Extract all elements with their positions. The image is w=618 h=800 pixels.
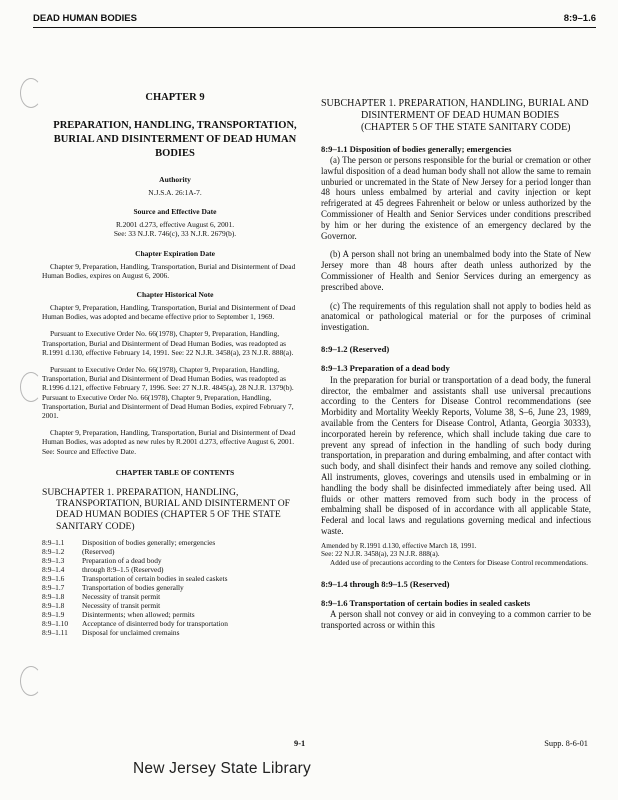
library-stamp: New Jersey State Library: [133, 760, 311, 777]
punch-hole-icon: [20, 372, 42, 402]
header-title: DEAD HUMAN BODIES: [33, 13, 137, 24]
authority-heading: Authority: [159, 175, 191, 184]
toc-entry: 8:9–1.11 Disposal for unclaimed cremains: [42, 628, 180, 638]
toc-entry: 8:9–1.3 Preparation of a dead body: [42, 556, 162, 566]
expiration-heading: Chapter Expiration Date: [135, 248, 215, 258]
toc-entry: 8:9–1.7 Transportation of bodies generally: [42, 583, 184, 593]
page-number: 9-1: [294, 739, 306, 748]
section-heading: 8:9–1.2 (Reserved): [321, 343, 390, 354]
authority-text: N.J.S.A. 26:1A-7.: [148, 188, 202, 197]
expiration-text: Chapter 9, Preparation, Handling, Transportation, Burial and Disinterment of Dead Human Bodies, expires on August 6, 2006.: [42, 261, 296, 280]
toc-entry: 8:9–1.8 Necessity of transit permit: [42, 601, 161, 611]
toc-entry: 8:9–1.4 through 8:9–1.5 (Reserved): [42, 565, 164, 575]
toc-entry: 8:9–1.2 (Reserved): [42, 547, 115, 557]
amendment-note: Amended by R.1991 d.130, effective March 18, 1991.: [321, 541, 477, 550]
history-paragraph: Pursuant to Executive Order No. 66(1978), Chapter 9, Preparation, Handling, Transportation, Burial and Disinterment of Dead Human Bodies, was readopted as R.1996 d.121, effective February 7, 1996. See: 27 N.J.R. 4845(a), 28 N.J.R. 1379(b). Pursuant to Executive Order No. 66(1978), Chapter 9, Preparation, Handling, Transportation, Burial and Disinterment of Dead Human Bodies, expired February 7, 2001.: [42, 365, 294, 421]
section-heading: 8:9–1.4 through 8:9–1.5 (Reserved): [321, 578, 450, 589]
source-line-2: See: 33 N.J.R. 746(c), 33 N.J.R. 2679(b).: [113, 229, 237, 239]
source-heading: Source and Effective Date: [133, 207, 217, 217]
section-heading: 8:9–1.3 Preparation of a dead body: [321, 363, 450, 374]
left-column: [42, 92, 308, 637]
table-of-contents: [42, 538, 308, 637]
right-column: [321, 98, 591, 631]
section-heading: 8:9–1.1 Disposition of bodies generally; emergencies: [321, 143, 512, 154]
history-paragraph: Chapter 9, Preparation, Handling, Transportation, Burial and Disinterment of Dead Human Bodies, was adopted and became effective prior to September 1, 1969.: [42, 303, 296, 322]
toc-heading: CHAPTER TABLE OF CONTENTS: [115, 467, 235, 477]
section-paragraph: (b) A person shall not bring an unembalmed body into the State of New Jersey more than 48 hours after death unless authorized by the Commissioner of Health and Senior Services during an emergency as prescribed above.: [321, 249, 591, 292]
section-paragraph: In the preparation for burial or transportation of a dead body, the funeral director, the embalmer and assistants shall use universal precautions according to the Centers for Disease Control recommendations (see Morbidity and Mortality Weekly Reports, Volume 38, S–6, June 23, 1989, available from the Centers for Disease Control, Atlanta, Georgia 30333), incorporated herein by reference, which shall include taking due care to prevent any spread of infection in the handling of such body during transportation, in preparation and during embalming, and after contact with such body, and shall disinfect their hands and remove any soiled clothing. All instruments, gloves, coverings and utensils used in embalming or in handling the body shall be disinfected immediately after being used. All fluids or other matters removed from such body in the process of embalming shall be disposed of in accordance with all applicable State, Federal and local laws and regulations governing medical and infectious waste.: [321, 374, 591, 536]
toc-subchapter-title: SUBCHAPTER 1. PREPARATION, HANDLING, TRANSPORTATION, BURIAL AND DISINTERMENT OF DEAD HUMAN BODIES (CHAPTER 5 OF THE STATE SANITARY CODE): [42, 486, 290, 532]
toc-entry: 8:9–1.9 Disinterments; when allowed; permits: [42, 610, 195, 620]
section-paragraph: (a) The person or persons responsible for the burial or cremation or other lawful disposition of a dead human body shall not allow the same to remain unburied or uncremated in the State of New Jersey for a period longer than 48 hours unless embalmed by arterial and cavity injection or kept refrigerated at 45 degrees Fahrenheit or below or unless authorized by the Commissioner of Health and Senior Services under conditions prescribed by him or her during the existence of an emergency declared by the Governor.: [321, 155, 591, 241]
section-heading: 8:9–1.6 Transportation of certain bodies in sealed caskets: [321, 597, 531, 608]
supplement-date: Supp. 8-6-01: [544, 739, 588, 748]
subchapter-title: SUBCHAPTER 1. PREPARATION, HANDLING, BURIAL AND DISINTERMENT OF DEAD HUMAN BODIES (CHAPTER 5 OF THE STATE SANITARY CODE): [321, 98, 589, 134]
toc-entry: 8:9–1.1 Disposition of bodies generally; emergencies: [42, 538, 216, 548]
section-paragraph: A person shall not convey or aid in conveying to a common carrier to be transported across or within this: [321, 609, 591, 631]
running-header: [33, 11, 596, 28]
source-line-1: R.2001 d.273, effective August 6, 2001.: [115, 220, 235, 230]
punch-hole-icon: [20, 78, 42, 108]
history-heading: Chapter Historical Note: [136, 290, 214, 300]
amendment-note: Added use of precautions according to the Centers for Disease Control recommendations.: [330, 558, 588, 567]
header-section-range: 8:9–1.6: [563, 13, 596, 24]
punch-hole-icon: [20, 666, 42, 696]
chapter-title: PREPARATION, HANDLING, TRANSPORTATION, BURIAL AND DISINTERMENT OF DEAD HUMAN BODIES: [53, 120, 297, 159]
chapter-number: CHAPTER 9: [145, 92, 205, 103]
section-paragraph: (c) The requirements of this regulation shall not apply to bodies held as anatomical or pathological material or for the purposes of criminal investigation.: [321, 300, 591, 333]
toc-entry: 8:9–1.8 Necessity of transit permit: [42, 592, 161, 602]
history-paragraph: Chapter 9, Preparation, Handling, Transportation, Burial and Disinterment of Dead Human Bodies, was adopted as new rules by R.2001 d.273, effective August 6, 2001. See: Source and Effective Date.: [42, 428, 296, 456]
toc-entry: 8:9–1.6 Transportation of certain bodies in sealed caskets: [42, 574, 228, 584]
toc-entry: 8:9–1.10 Acceptance of disinterred body for transportation: [42, 619, 228, 629]
history-paragraph: Pursuant to Executive Order No. 66(1978), Chapter 9, Preparation, Handling, Transportation, Burial and Disinterment of Dead Human Bodies, was readopted as R.1991 d.130, effective February 14, 1991. See: 22 N.J.R. 3458(a), 23 N.J.R. 888(a).: [42, 329, 294, 357]
amendment-note: See: 22 N.J.R. 3458(a), 23 N.J.R. 888(a).: [321, 550, 440, 559]
